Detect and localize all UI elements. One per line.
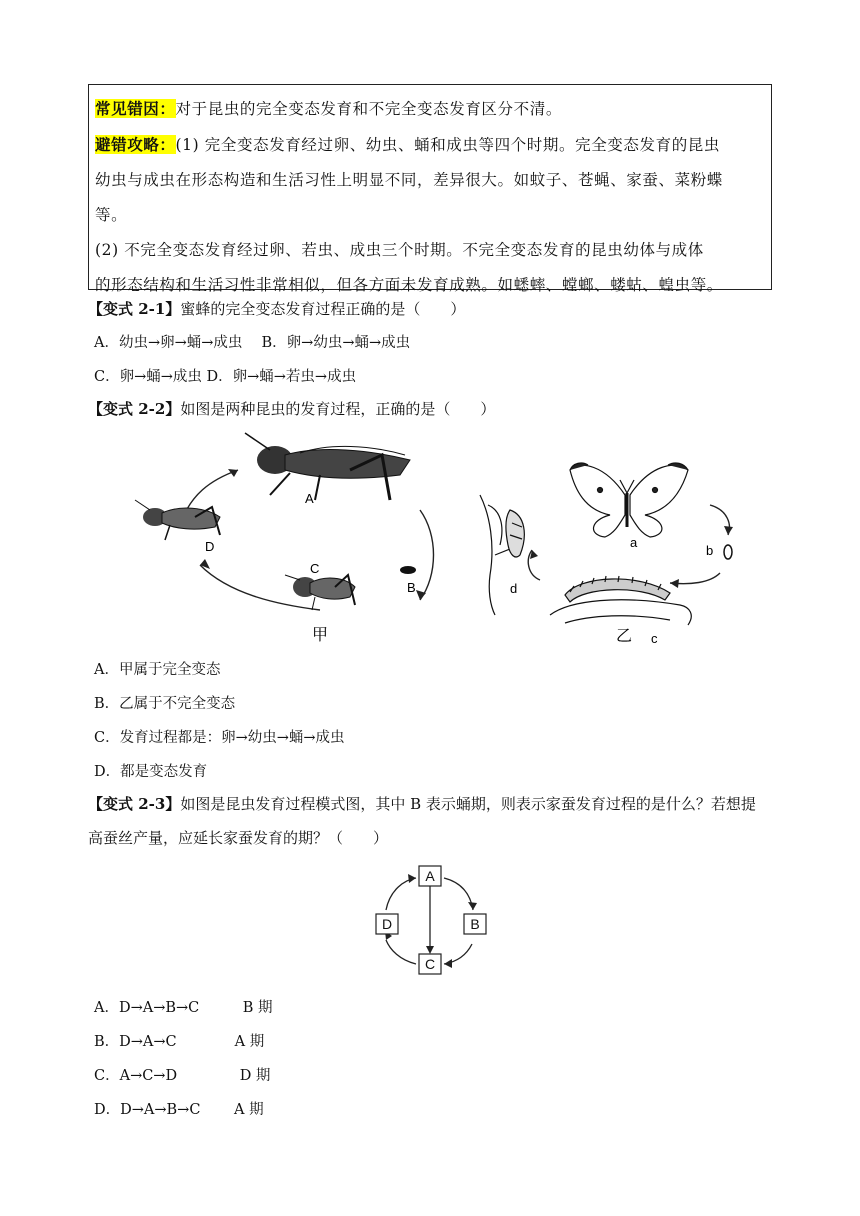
q2-tag: 【变式 2-2】 <box>88 400 181 418</box>
fig1-label-b: B <box>407 580 416 595</box>
q2-title <box>88 398 495 419</box>
strategy-text-2: 幼虫与成虫在形态构造和生活习性上明显不同，差异很大。如蚊子、苍蝇、家蚕、菜粉蝶 <box>95 171 723 189</box>
q1-options-cd[interactable]: C．卵→蛹→成虫 D．卵→蛹→若虫→成虫 <box>94 369 357 385</box>
q1-stem: 蜜蜂的完全变态发育过程正确的是（ ） <box>180 300 466 318</box>
fig1-label-a: A <box>305 491 314 506</box>
strategy-text-5: 的形态结构和生活习性非常相似，但各方面未发育成熟。如蟋蟀、螳螂、蝼蛄、蝗虫等。 <box>95 276 723 294</box>
tip-box <box>88 84 772 294</box>
fig1-label-d: D <box>205 539 215 554</box>
error-text: 对于昆虫的完全变态发育和不完全变态发育区分不清。 <box>175 100 562 118</box>
q3-option-d[interactable]: D．D→A→B→C A 期 <box>94 1102 264 1118</box>
q2-option-c[interactable]: C．发育过程都是：卵→幼虫→蛹→成虫 <box>94 730 345 746</box>
strategy-text-4: (2) 不完全变态发育经过卵、若虫、成虫三个时期。不完全变态发育的昆虫幼体与成体 <box>95 241 704 259</box>
diagram-box-a: A <box>425 868 435 884</box>
fig2-label-c: c <box>651 631 658 646</box>
grasshopper-cycle-figure <box>120 425 450 650</box>
cycle-diagram <box>360 858 500 980</box>
q3-option-a[interactable]: A．D→A→B→C B 期 <box>94 1000 273 1016</box>
fig1-caption: 甲 <box>312 627 329 644</box>
tip-strategy-line <box>95 127 765 163</box>
strategy-text-3: 等。 <box>95 206 128 224</box>
diagram-box-c: C <box>424 956 436 972</box>
nymph-d-icon <box>135 500 220 540</box>
q1-title <box>88 298 465 319</box>
diagram-box-d: D <box>381 916 393 932</box>
q3-title <box>88 793 756 814</box>
diagram-box-b: B <box>470 916 480 932</box>
fig2-label-d: d <box>510 581 518 596</box>
nymph-c-icon <box>285 575 355 610</box>
egg-icon-b <box>724 545 732 559</box>
fig1-label-c: C <box>310 561 320 576</box>
q3-option-b[interactable]: B．D→A→C A 期 <box>94 1034 265 1050</box>
q2-stem: 如图是两种昆虫的发育过程，正确的是（ ） <box>180 400 496 418</box>
tip-error-line <box>95 91 765 127</box>
q2-option-a[interactable]: A．甲属于完全变态 <box>94 662 221 678</box>
adult-grasshopper-icon <box>245 433 410 500</box>
q2-option-d[interactable]: D．都是变态发育 <box>94 764 208 780</box>
egg-icon <box>400 566 416 574</box>
strategy-text-1: (1) 完全变态发育经过卵、幼虫、蛹和成虫等四个时期。完全变态发育的昆虫 <box>175 136 721 154</box>
error-label: 常见错因： <box>95 99 176 118</box>
butterfly-cycle-figure <box>470 455 760 650</box>
strategy-label: 避错攻略： <box>95 135 176 154</box>
q1-tag: 【变式 2-1】 <box>88 300 181 318</box>
q3-stem-1: 如图是昆虫发育过程模式图，其中 B 表示蛹期，则表示家蚕发育过程的是什么？若想提 <box>180 795 756 813</box>
q2-option-b[interactable]: B．乙属于不完全变态 <box>94 696 236 712</box>
butterfly-icon <box>570 463 688 537</box>
fig2-label-b: b <box>706 543 714 558</box>
fig2-label-a: a <box>630 535 638 550</box>
pupa-branch-icon <box>480 495 524 615</box>
q3-tag: 【变式 2-3】 <box>88 795 181 813</box>
q3-stem-line2: 高蚕丝产量，应延长家蚕发育的期？（ ） <box>88 829 389 847</box>
fig2-caption: 乙 <box>616 628 633 645</box>
q3-option-c[interactable]: C．A→C→D D 期 <box>94 1068 271 1084</box>
q1-options-ab[interactable]: A．幼虫→卵→蛹→成虫 B．卵→幼虫→蛹→成虫 <box>94 335 411 351</box>
